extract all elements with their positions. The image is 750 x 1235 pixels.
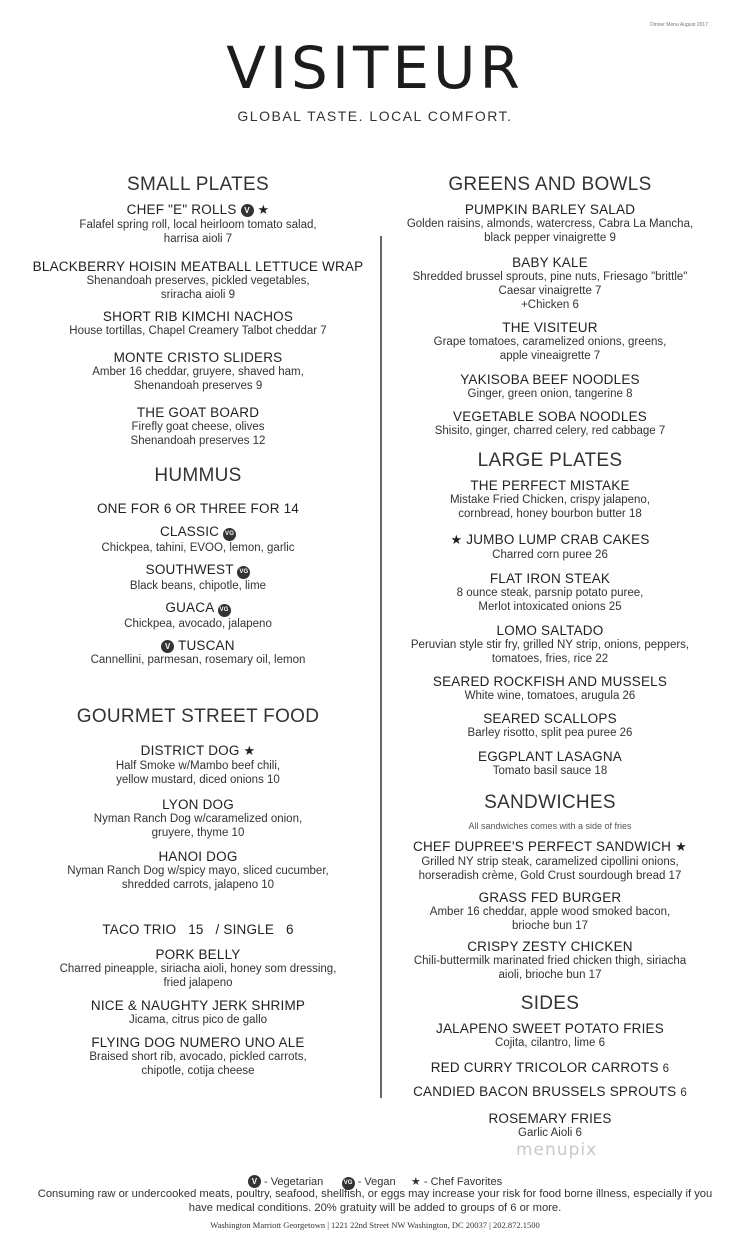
item-name: YAKISOBA BEEF NOODLES [460,372,640,387]
star-icon: ★ [243,743,256,758]
section-title-greens: GREENS AND BOWLS [448,174,652,195]
item-name: SOUTHWEST [145,562,234,577]
section-title-large-plates: LARGE PLATES [477,450,623,471]
menu-item [385,749,715,778]
item-desc: Charred pineapple, siriacha aioli, honey som dressing, [59,963,337,975]
item-name: ROSEMARY FRIES [488,1111,612,1126]
section-title-street-food: GOURMET STREET FOOD [76,706,320,727]
legend-vegan: - Vegan [357,1176,396,1188]
item-name: SHORT RIB KIMCHI NACHOS [102,309,294,324]
legend-favorites: - Chef Favorites [423,1176,503,1188]
section-title-hummus: HUMMUS [154,465,242,486]
item-desc: Charred corn puree 26 [492,549,608,561]
item-desc: Chickpea, tahini, EVOO, lemon, garlic [101,542,295,554]
item-desc: Falafel spring roll, local heirloom tomato salad, [79,219,317,231]
menu-item [23,562,373,593]
item-name: BLACKBERRY HOISIN MEATBALL LETTUCE WRAP [32,259,364,274]
menu-date-note: Dinner Menu August 2017 [650,22,708,28]
item-price: 6 [680,1087,687,1099]
item-name: HANOI DOG [158,849,238,864]
menu-item [23,524,373,555]
menu-item [23,309,373,338]
vegan-icon: VG [218,604,231,617]
section-title-sides: SIDES [520,993,580,1014]
item-desc: Grilled NY strip steak, caramelized cipollini onions, [421,856,679,868]
item-desc: Braised short rib, avocado, pickled carrots, [89,1051,307,1063]
menu-item [23,600,373,631]
item-desc: Garlic Aioli 6 [518,1127,582,1139]
item-desc: White wine, tomatoes, arugula 26 [464,690,636,702]
vegan-icon: VG [237,566,250,579]
item-name: MONTE CRISTO SLIDERS [113,350,283,365]
menu-item [385,1060,715,1076]
item-desc: Nyman Ranch Dog w/spicy mayo, sliced cucumber, [67,865,329,877]
item-desc: Tomato basil sauce 18 [492,765,608,777]
menu-item [385,478,715,521]
section-title-sandwiches: SANDWICHES [484,792,616,813]
item-desc: Jicama, citrus pico de gallo [128,1014,268,1026]
item-desc: shredded carrots, jalapeno 10 [121,879,275,891]
item-name: CHEF "E" ROLLS [126,202,237,217]
item-desc: black pepper vinaigrette 9 [484,232,616,244]
item-name: SEARED ROCKFISH AND MUSSELS [432,674,668,689]
item-name: DISTRICT DOG [140,743,240,758]
menu-item [385,1084,715,1100]
section-title-small-plates: SMALL PLATES [127,174,269,195]
taco-pricing: TACO TRIO 15 / SINGLE 6 [102,922,294,937]
item-desc: cornbread, honey bourbon butter 18 [458,508,642,520]
item-price: 6 [662,1063,670,1075]
item-desc: gruyere, thyme 10 [151,827,245,839]
item-desc: Shenandoah preserves 9 [133,380,263,392]
item-name: LYON DOG [162,797,234,812]
sandwiches-note: All sandwiches comes with a side of fries [468,821,632,831]
menu-item [23,797,373,840]
vegan-icon: VG [342,1177,355,1190]
item-desc: Amber 16 cheddar, apple wood smoked bacon, [429,906,671,918]
menu-item [23,998,373,1027]
item-name: PORK BELLY [155,947,241,962]
menu-item [23,350,373,393]
vegetarian-icon: V [161,640,174,653]
column-divider [380,236,382,1098]
item-name: CANDIED BACON BRUSSELS SPROUTS [413,1084,677,1099]
item-name: TUSCAN [178,638,235,653]
item-desc: fried jalapeno [163,977,233,989]
item-name: CLASSIC [159,524,220,539]
item-name: THE PERFECT MISTAKE [470,478,630,493]
item-name: THE VISITEUR [502,320,598,335]
legend-vegetarian: - Vegetarian [263,1176,324,1188]
item-desc: Cannellini, parmesan, rosemary oil, lemon [90,654,306,666]
menu-item [385,1111,715,1140]
menu-item [23,259,373,302]
item-desc: Amber 16 cheddar, gruyere, shaved ham, [92,366,304,378]
menu-item [385,839,715,883]
allergy-disclaimer: Consuming raw or undercooked meats, poultry, seafood, shellfish, or eggs may increase your risk for food borne illness, especially if you have medical conditions. 20% gratuity will be added to groups of 6 or more. [37,1188,713,1214]
menu-item [23,202,373,246]
item-name: SEARED SCALLOPS [483,711,617,726]
item-desc: House tortillas, Chapel Creamery Talbot cheddar 7 [69,325,327,337]
item-desc: Shenandoah preserves 12 [130,435,266,447]
menu-item [23,638,373,667]
menu-item [23,849,373,892]
menu-item [385,674,715,703]
menu-item [385,409,715,438]
item-desc: chipotle, cotija cheese [141,1065,255,1077]
item-desc: Golden raisins, almonds, watercress, Cabra La Mancha, [406,218,694,230]
vegetarian-icon: V [248,1175,261,1188]
item-desc: yellow mustard, diced onions 10 [116,774,280,786]
item-name: CHEF DUPREE'S PERFECT SANDWICH [413,839,672,854]
item-desc: Peruvian style stir fry, grilled NY strip, onions, peppers, [410,639,690,651]
address: Washington Marriott Georgetown | 1221 22nd Street NW Washington, DC 20037 | 202.872.1500 [210,1220,540,1230]
vegetarian-icon: V [241,204,254,217]
item-desc: apple vineaigrette 7 [499,350,601,362]
item-desc: 8 ounce steak, parsnip potato puree, [456,587,644,599]
menu-item [23,743,373,787]
star-icon: ★ [675,839,687,854]
item-desc: Grape tomatoes, caramelized onions, greens, [433,336,667,348]
item-name: FLYING DOG NUMERO UNO ALE [91,1035,305,1050]
item-desc: Caesar vinaigrette 7 [498,285,602,297]
watermark: menupix [516,1140,598,1160]
item-desc: Chili-buttermilk marinated fried chicken thigh, siriacha [413,955,687,967]
item-name: CRISPY ZESTY CHICKEN [467,939,633,954]
menu-item [385,255,715,312]
item-desc: Firefly goat cheese, olives [131,421,265,433]
item-name: JALAPENO SWEET POTATO FRIES [436,1021,664,1036]
tagline: GLOBAL TASTE. LOCAL COMFORT. [237,108,513,124]
menu-item [385,571,715,614]
menu-item [385,939,715,982]
hummus-pricing: ONE FOR 6 OR THREE FOR 14 [96,501,300,516]
item-name: LOMO SALTADO [496,623,604,638]
item-desc: Black beans, chipotle, lime [129,580,267,592]
item-desc: Shenandoah preserves, pickled vegetables, [86,275,310,287]
menu-item [385,320,715,363]
star-icon: ★ [450,532,463,547]
item-desc: brioche bun 17 [511,920,589,932]
item-desc: +Chicken 6 [521,299,579,311]
item-name: FLAT IRON STEAK [489,571,611,586]
item-desc: Chickpea, avocado, jalapeno [124,618,272,630]
item-name: PUMPKIN BARLEY SALAD [464,202,636,217]
item-name: RED CURRY TRICOLOR CARROTS [430,1060,659,1075]
item-desc: Nyman Ranch Dog w/caramelized onion, [93,813,303,825]
restaurant-logo: VISITEUR [226,34,524,102]
item-desc: Cojita, cilantro, lime 6 [495,1037,605,1049]
menu-item [385,532,715,562]
item-name: VEGETABLE SOBA NOODLES [453,409,647,424]
menu-item [385,1021,715,1050]
item-name: GRASS FED BURGER [478,890,622,905]
menu-item [23,405,373,448]
menu-item [385,711,715,740]
item-desc: Mistake Fried Chicken, crispy jalapeno, [449,494,651,506]
item-name: NICE & NAUGHTY JERK SHRIMP [90,998,306,1013]
item-desc: Ginger, green onion, tangerine 8 [467,388,633,400]
item-desc: sriracha aioli 9 [160,289,236,301]
item-desc: horseradish crème, Gold Crust sourdough bread 17 [418,870,682,882]
vegan-icon: VG [223,528,236,541]
item-desc: harrisa aioli 7 [163,233,233,245]
item-desc: Shredded brussel sprouts, pine nuts, Friesago "brittle" [412,271,688,283]
item-desc: Shisito, ginger, charred celery, red cabbage 7 [434,425,666,437]
menu-item [385,890,715,933]
item-desc: Barley risotto, split pea puree 26 [467,727,633,739]
star-icon: ★ [410,1176,421,1188]
menu-item [23,1035,373,1078]
menu-item [385,202,715,245]
menu-item [23,947,373,990]
item-name: THE GOAT BOARD [136,405,260,420]
item-name: JUMBO LUMP CRAB CAKES [466,532,650,547]
menu-item [385,623,715,666]
item-name: BABY KALE [512,255,588,270]
item-desc: Half Smoke w/Mambo beef chili, [115,760,281,772]
item-name: GUACA [165,600,214,615]
item-desc: tomatoes, fries, rice 22 [491,653,609,665]
item-name: EGGPLANT LASAGNA [477,749,622,764]
item-desc: aioli, brioche bun 17 [498,969,602,981]
star-icon: ★ [257,202,270,217]
item-desc: Merlot intoxicated onions 25 [478,601,622,613]
menu-item [385,372,715,401]
